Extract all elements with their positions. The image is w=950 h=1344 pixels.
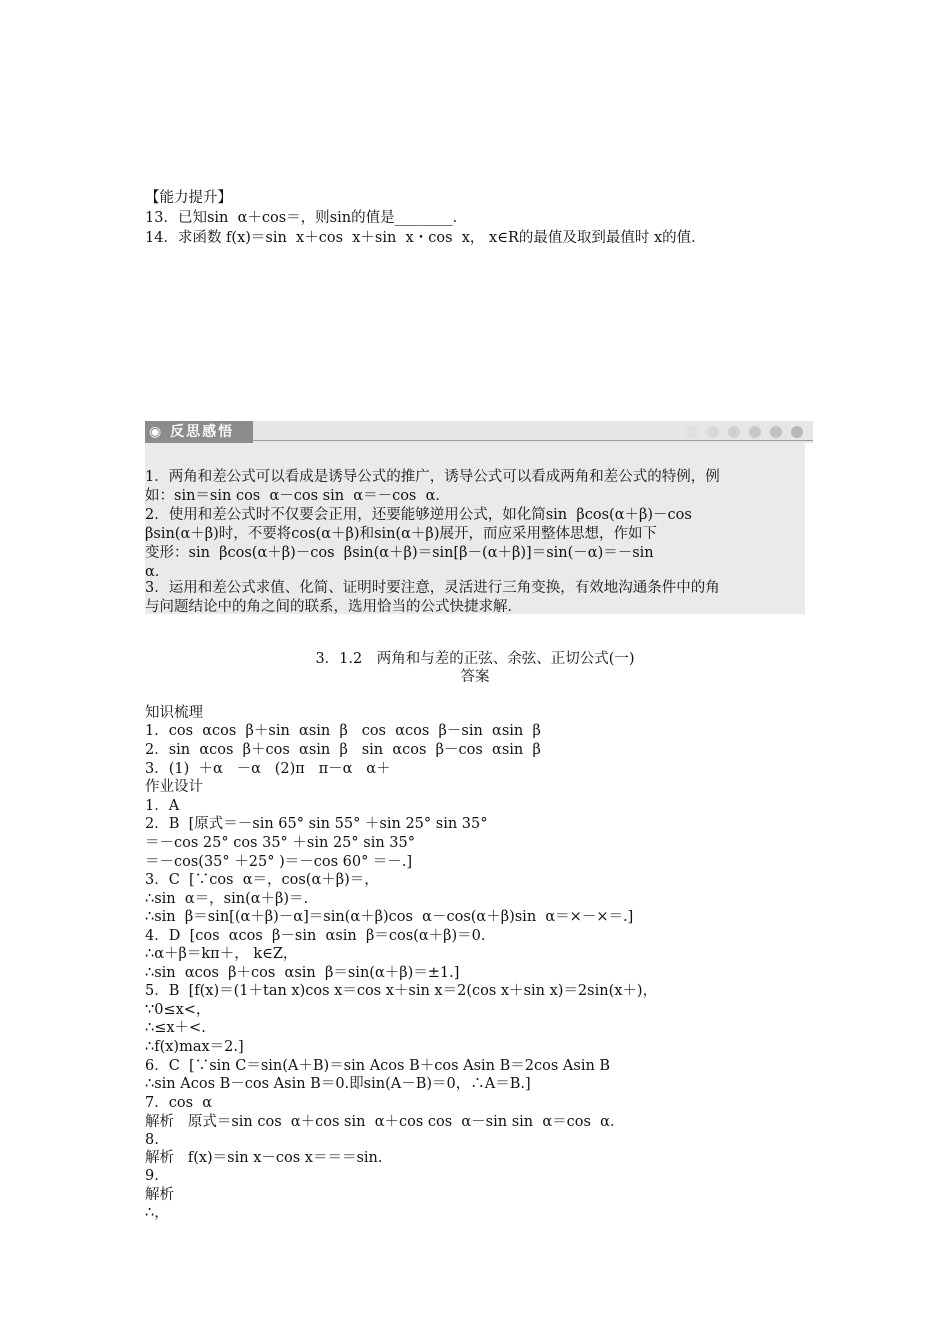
answer-line: 7．cos α — [145, 1095, 213, 1111]
dot-icon — [749, 426, 761, 438]
dot-icon — [728, 426, 740, 438]
answer-line: ∴sin β＝sin[(α＋β)－α]＝sin(α＋β)cos α－cos(α＋β)sin α＝×－×＝.] — [145, 909, 634, 925]
dot-icon — [791, 426, 803, 438]
answer-line: 解析 f(x)＝sin x－cos x＝＝＝sin. — [145, 1150, 383, 1166]
answer-line: 作业设计 — [145, 779, 203, 795]
answer-line: 8. — [145, 1132, 159, 1148]
reflection-label: ◉ 反思感悟 — [145, 421, 253, 443]
reflection-banner — [145, 421, 813, 443]
dot-icon — [707, 426, 719, 438]
answer-line: ＝－cos(35° ＋25° )＝－cos 60° ＝－.] — [145, 854, 413, 870]
answer-line: ∴sin αcos β＋cos αsin β＝sin(α＋β)＝±1.] — [145, 965, 460, 981]
answer-line: 9. — [145, 1168, 159, 1184]
answer-line: 1．A — [145, 798, 180, 814]
question-14: 14．求函数 f(x)＝sin x＋cos x＋sin x・cos x， x∈R的最值及取到最值时 x的值． — [145, 230, 706, 246]
answer-line: 1．cos αcos β＋sin αsin β cos αcos β－sin αsin β — [145, 723, 541, 739]
answer-line: 知识梳理 — [145, 705, 203, 721]
answer-line: ∴≤x＋<. — [145, 1020, 206, 1036]
answer-line: 5．B [f(x)＝(1＋tan x)cos x＝cos x＋sin x＝2(cos x＋sin x)＝2sin(x＋)， — [145, 983, 658, 999]
answer-line: ∴sin α＝，sin(α＋β)＝. — [145, 891, 309, 907]
answer-line: ∴α＋β＝kπ＋， k∈Z， — [145, 946, 298, 962]
answers-title: 3．1.2 两角和与差的正弦、余弦、正切公式(一) — [315, 651, 635, 667]
answer-line: ∴f(x)max＝2.] — [145, 1039, 244, 1055]
dot-icon — [770, 426, 782, 438]
banner-dots — [686, 426, 803, 438]
reflection-line: βsin(α＋β)时，不要将cos(α＋β)和sin(α＋β)展开，而应采用整体思想，作如下 — [145, 526, 657, 542]
answers-subtitle: 答案 — [460, 669, 490, 685]
question-13: 13．已知sin α＋cos＝，则sin的值是________． — [145, 210, 468, 226]
banner-divider — [253, 440, 813, 441]
reflection-line: 变形：sin βcos(α＋β)－cos βsin(α＋β)＝sin[β－(α＋β)]＝sin(－α)＝－sin — [145, 545, 654, 561]
reflection-line: 2．使用和差公式时不仅要会正用，还要能够逆用公式，如化简sin βcos(α＋β)－cos — [145, 507, 692, 523]
answer-line: 解析 — [145, 1187, 174, 1203]
answer-line: 2．B [原式＝－sin 65° sin 55° ＋sin 25° sin 35° — [145, 816, 488, 832]
dot-icon — [686, 426, 698, 438]
answer-line: 6．C [∵sin C＝sin(A＋B)＝sin Acos B＋cos Asin B＝2cos Asin B — [145, 1058, 611, 1074]
reflection-line: 与问题结论中的角之间的联系，选用恰当的公式快捷求解． — [145, 599, 522, 615]
answer-line: 3．(1) ＋α －α (2)π π－α α＋ — [145, 761, 391, 777]
reflection-line: α． — [145, 564, 170, 580]
answer-line: ＝－cos 25° cos 35° ＋sin 25° sin 35° — [145, 835, 415, 851]
answer-line: 3．C [∵cos α＝，cos(α＋β)＝， — [145, 872, 379, 888]
reflection-line: 3．运用和差公式求值、化简、证明时要注意，灵活进行三角变换，有效地沟通条件中的角 — [145, 580, 720, 596]
answer-line: 4．D [cos αcos β－sin αsin β＝cos(α＋β)＝0. — [145, 928, 486, 944]
ability-heading: 【能力提升】 — [145, 190, 232, 206]
answer-line: 2．sin αcos β＋cos αsin β sin αcos β－cos αsin β — [145, 742, 541, 758]
answer-line: ∴sin Acos B－cos Asin B＝0.即sin(A－B)＝0，∴A＝B.] — [145, 1076, 531, 1092]
reflection-line: 如：sin＝sin cos α－cos sin α＝－cos α． — [145, 488, 450, 504]
answer-line: 解析 原式＝sin cos α＋cos sin α＋cos cos α－sin sin α＝cos α． — [145, 1114, 625, 1130]
reflection-line: 1．两角和差公式可以看成是诱导公式的推广，诱导公式可以看成两角和差公式的特例，例 — [145, 469, 720, 485]
answer-line: ∴， — [145, 1205, 169, 1221]
answer-line: ∵0≤x<， — [145, 1002, 211, 1018]
